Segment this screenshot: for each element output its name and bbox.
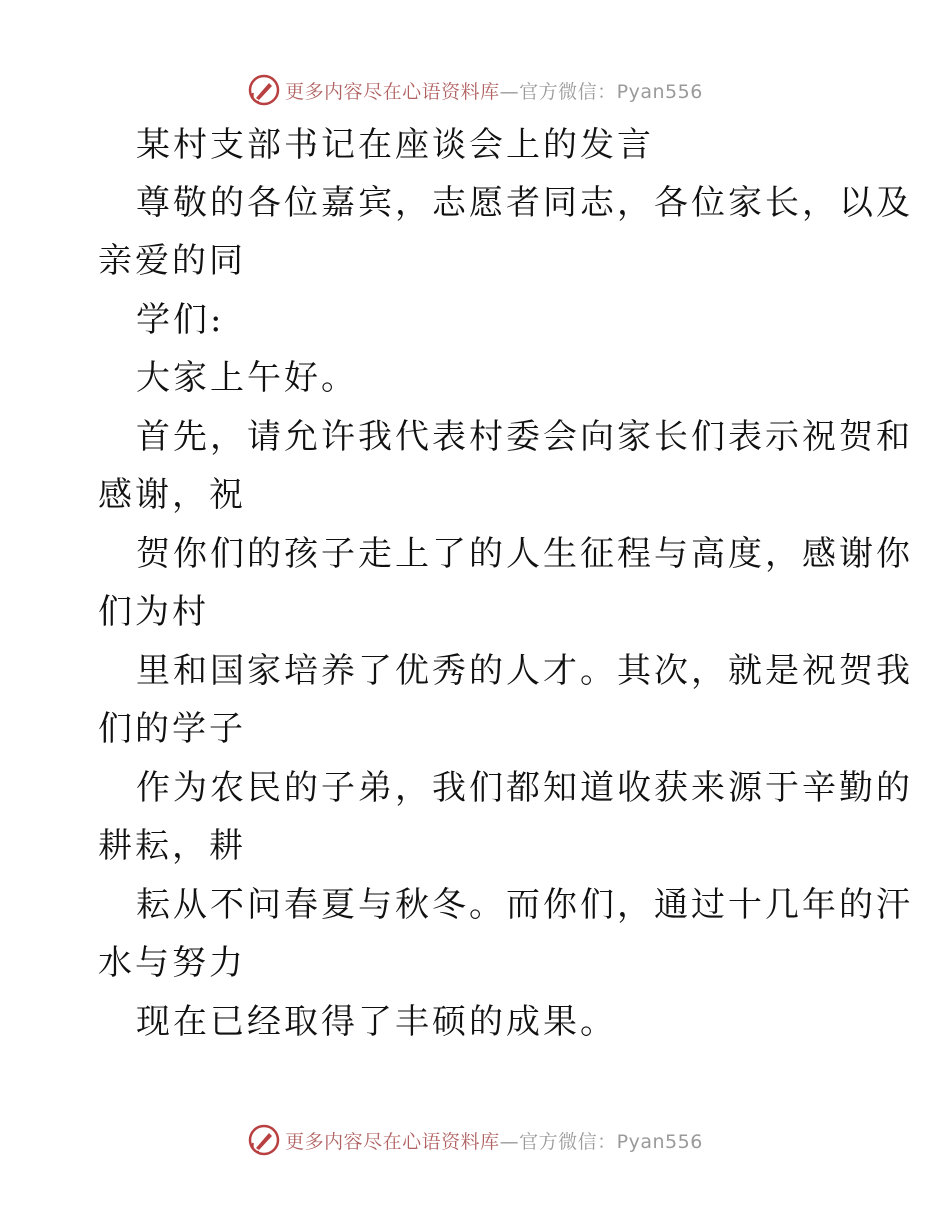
- text-line: 们的学子: [98, 709, 246, 749]
- footer-banner: [0, 1120, 950, 1160]
- text-line: 耕耘，耕: [98, 826, 246, 866]
- text-line: 作为农民的子弟，我们都知道收获来源于辛勤的: [136, 768, 913, 808]
- text-line: 现在已经取得了丰硕的成果。: [136, 1002, 617, 1042]
- text-line: 尊敬的各位嘉宾，志愿者同志，各位家长，以及: [136, 183, 913, 223]
- pen-logo-icon: [247, 73, 281, 107]
- text-line: 们为村: [98, 592, 209, 632]
- text-line: 首先，请允许我代表村委会向家长们表示祝贺和: [136, 417, 913, 457]
- header-banner: [0, 70, 950, 110]
- text-line: 里和国家培养了优秀的人才。其次，就是祝贺我: [136, 651, 913, 691]
- text-line: 学们:: [136, 300, 225, 340]
- header-banner-text: [285, 77, 703, 104]
- footer-site-text: 更多内容尽在心语资料库: [285, 1130, 500, 1153]
- pen-logo-icon: [247, 1123, 281, 1157]
- document-title: 某村支部书记在座谈会上的发言: [136, 125, 654, 165]
- header-contact-text: —官方微信：Pyan556: [499, 80, 703, 103]
- header-site-text: 更多内容尽在心语资料库: [285, 80, 500, 103]
- text-line: 耘从不问春夏与秋冬。而你们，通过十几年的汗: [136, 885, 913, 925]
- text-line: 水与努力: [98, 943, 246, 983]
- text-line: 贺你们的孩子走上了的人生征程与高度，感谢你: [136, 534, 913, 574]
- text-line: 大家上午好。: [136, 358, 358, 398]
- text-line: 感谢，祝: [98, 475, 246, 515]
- text-line: 亲爱的同: [98, 241, 246, 281]
- footer-banner-text: [285, 1127, 703, 1154]
- footer-contact-text: —官方微信：Pyan556: [499, 1130, 703, 1153]
